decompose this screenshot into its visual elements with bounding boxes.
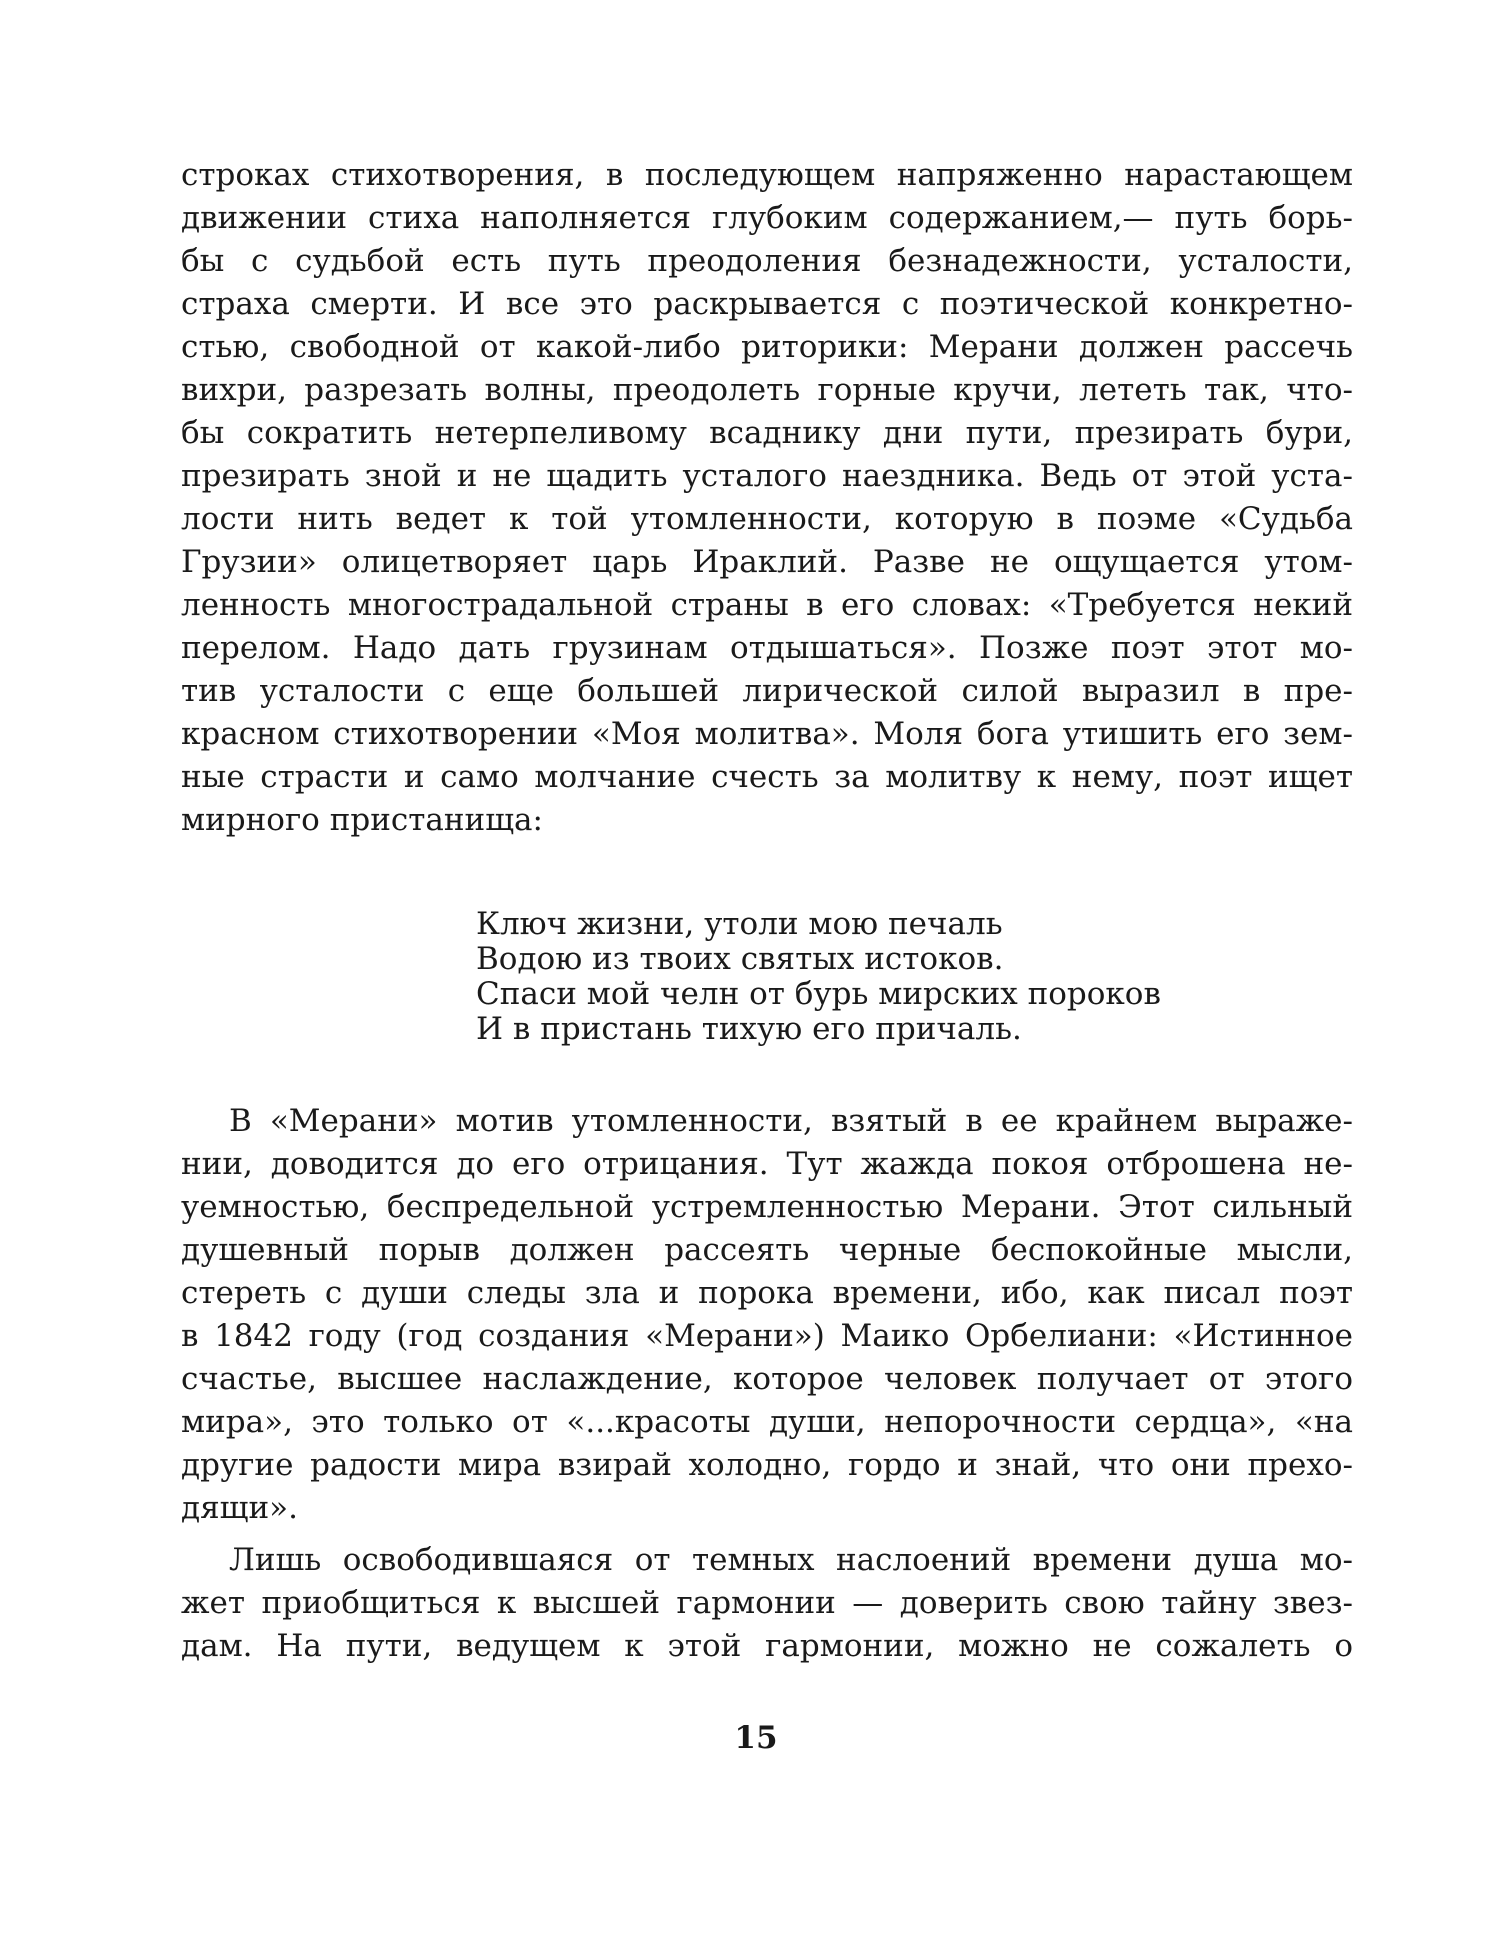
text-line: тив усталости с еще большей лирической силой выразил в пре- bbox=[181, 673, 1353, 709]
text-line: дам. На пути, ведущем к этой гармонии, можно не сожалеть о bbox=[181, 1628, 1353, 1664]
text-line: красном стихотворении «Моя молитва». Моля бога утишить его зем- bbox=[181, 716, 1353, 752]
text-line: лости нить ведет к той утомленности, которую в поэме «Судьба bbox=[181, 501, 1353, 537]
text-line: уемностью, беспредельной устремленностью Мерани. Этот сильный bbox=[181, 1189, 1353, 1225]
text-line: строках стихотворения, в последующем напряженно нарастающем bbox=[181, 157, 1353, 193]
text-line: дящи». bbox=[181, 1490, 298, 1526]
text-line: другие радости мира взирай холодно, гордо и знай, что они прехо- bbox=[181, 1447, 1353, 1483]
text-line: перелом. Надо дать грузинам отдышаться». Позже поэт этот мо- bbox=[181, 630, 1353, 666]
text-line: ленность многострадальной страны в его словах: «Требуется некий bbox=[181, 587, 1353, 623]
text-line: ные страсти и само молчание счесть за молитву к нему, поэт ищет bbox=[181, 759, 1353, 795]
text-line: стереть с души следы зла и порока времени, ибо, как писал поэт bbox=[181, 1275, 1353, 1311]
text-line: вихри, разрезать волны, преодолеть горные кручи, лететь так, что- bbox=[181, 372, 1353, 408]
verse-line: Ключ жизни, утоли мою печаль bbox=[476, 906, 1003, 942]
text-line: мира», это только от «...красоты души, непорочности сердца», «на bbox=[181, 1404, 1353, 1440]
page-number: 15 bbox=[734, 1720, 778, 1756]
verse-line: Водою из твоих святых истоков. bbox=[476, 941, 1004, 977]
text-line: Грузии» олицетворяет царь Ираклий. Разве не ощущается утом- bbox=[181, 544, 1353, 580]
text-line: мирного пристанища: bbox=[181, 802, 543, 838]
text-line: душевный порыв должен рассеять черные беспокойные мысли, bbox=[181, 1232, 1353, 1268]
text-line: счастье, высшее наслаждение, которое человек получает от этого bbox=[181, 1361, 1353, 1397]
text-line: бы сократить нетерпеливому всаднику дни пути, презирать бури, bbox=[181, 415, 1353, 451]
verse-line: Спаси мой челн от бурь мирских пороков bbox=[476, 976, 1161, 1012]
text-line: Лишь освободившаяся от темных наслоений времени душа мо- bbox=[229, 1542, 1353, 1578]
text-line: презирать зной и не щадить усталого наездника. Ведь от этой уста- bbox=[181, 458, 1353, 494]
text-line: стью, свободной от какой-либо риторики: Мерани должен рассечь bbox=[181, 329, 1353, 365]
text-line: движении стиха наполняется глубоким содержанием,— путь борь- bbox=[181, 200, 1353, 236]
text-line: В «Мерани» мотив утомленности, взятый в ее крайнем выраже- bbox=[229, 1103, 1353, 1139]
text-line: нии, доводится до его отрицания. Тут жажда покоя отброшена не- bbox=[181, 1146, 1353, 1182]
text-line: жет приобщиться к высшей гармонии — доверить свою тайну звез- bbox=[181, 1585, 1353, 1621]
text-line: страха смерти. И все это раскрывается с поэтической конкретно- bbox=[181, 286, 1353, 322]
text-line: бы с судьбой есть путь преодоления безнадежности, усталости, bbox=[181, 243, 1353, 279]
verse-line: И в пристань тихую его причаль. bbox=[476, 1011, 1022, 1047]
text-line: в 1842 году (год создания «Мерани») Маико Орбелиани: «Истинное bbox=[181, 1318, 1353, 1354]
